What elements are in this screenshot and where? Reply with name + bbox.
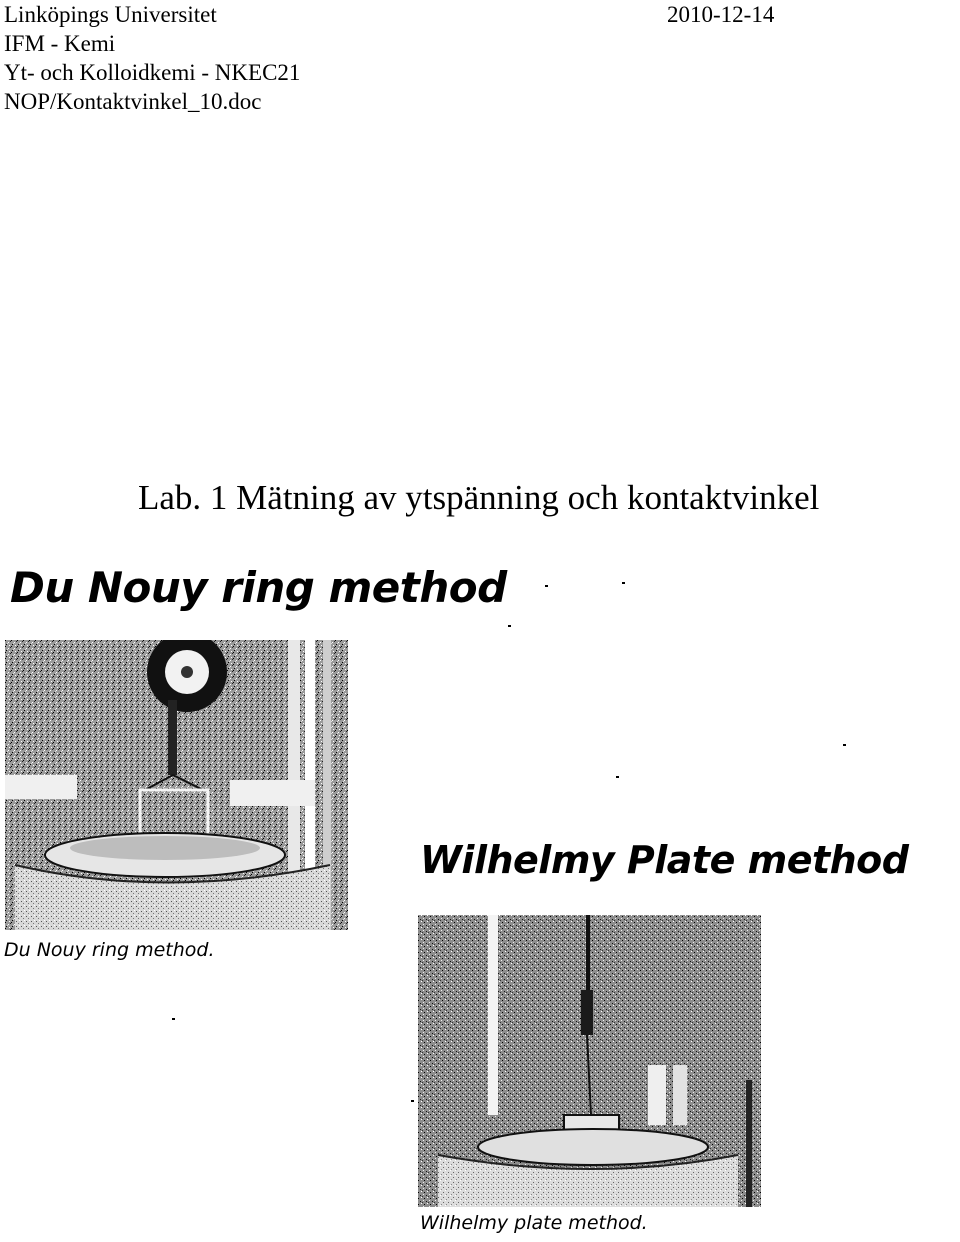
- plate-method-caption: Wilhelmy plate method.: [420, 1212, 648, 1234]
- document-date: 2010-12-14: [667, 2, 775, 27]
- scan-speck: [622, 582, 625, 584]
- plate-method-heading: Wilhelmy Plate method: [420, 838, 909, 882]
- scan-speck: [616, 776, 619, 778]
- ring-tensiometer-illustration: [5, 640, 348, 930]
- scan-speck: [508, 625, 511, 627]
- plate-tensiometer-illustration: [418, 915, 761, 1207]
- scan-speck: [545, 585, 548, 587]
- lab-title: Lab. 1 Mätning av ytspänning och kontaktvinkel: [138, 478, 820, 517]
- department-name: IFM - Kemi: [4, 31, 116, 56]
- university-name: Linköpings Universitet: [4, 2, 217, 27]
- scan-speck: [172, 1018, 175, 1020]
- scan-speck: [411, 1100, 414, 1102]
- file-name: NOP/Kontaktvinkel_10.doc: [4, 89, 262, 114]
- document-header: [4, 0, 300, 116]
- course-name: Yt- och Kolloidkemi - NKEC21: [4, 60, 301, 85]
- plate-method-photo: [418, 915, 761, 1207]
- ring-method-caption: Du Nouy ring method.: [4, 939, 215, 961]
- scan-speck: [843, 744, 846, 746]
- ring-method-heading: Du Nouy ring method: [10, 563, 507, 612]
- ring-method-photo: [5, 640, 348, 930]
